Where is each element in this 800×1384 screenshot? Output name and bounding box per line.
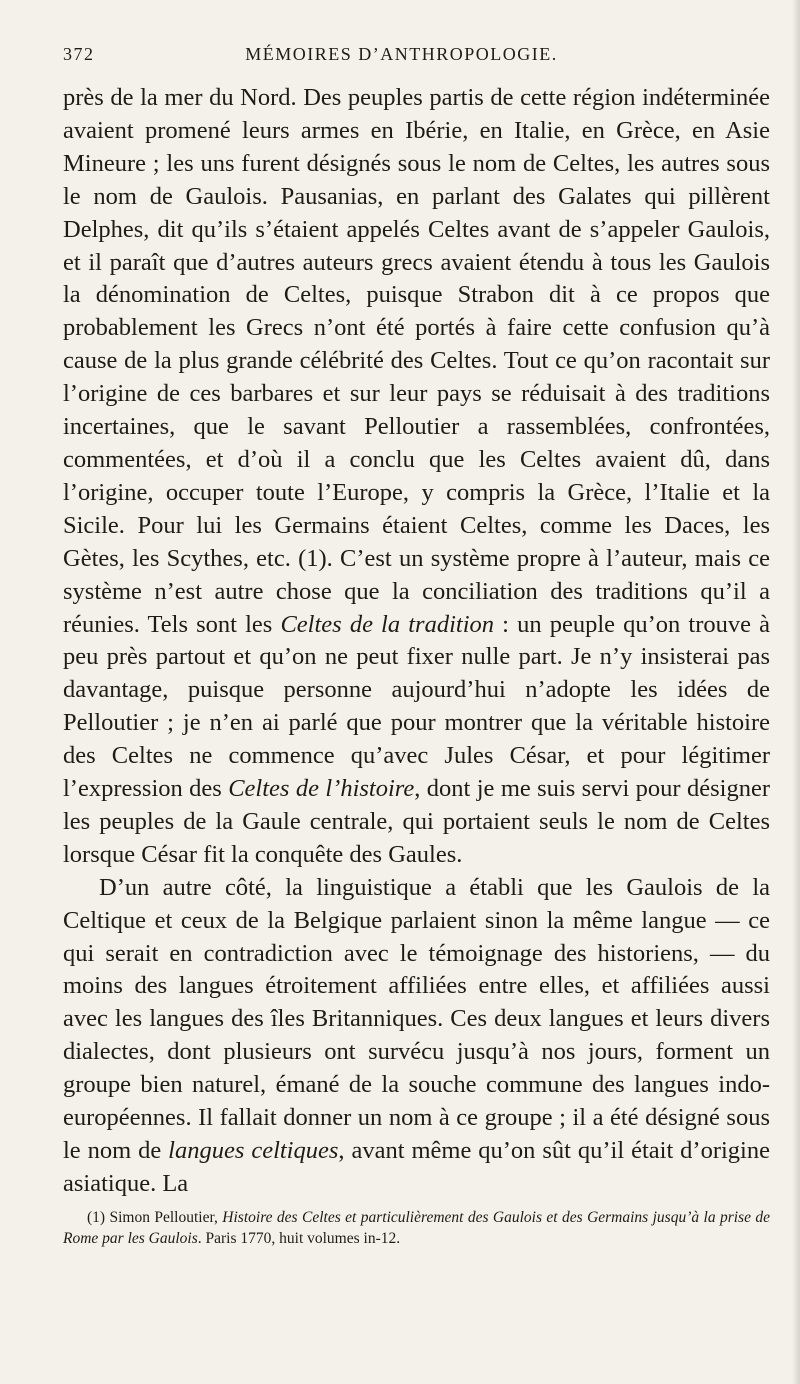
paragraph-2 [63, 872, 770, 1201]
page-number: 372 [63, 44, 95, 64]
italic-celtes-histoire: Celtes de l’histoire [228, 775, 415, 803]
paragraph-1-text-1: près de la mer du Nord. Des peuples partis de cette région indéterminée avaient promené leurs armes en Ibérie, en Italie, en Grèce, en Asie Mineure ; les uns furent désignés sous le nom de Celtes, les autres sous le nom de Gaulois. Pausanias, en parlant des Galates qui pillèrent Delphes, dit qu’ils s’étaient appelés Celtes avant de s’appeler Gaulois, et il paraît que d’autres auteurs grecs avaient étendu à tous les Gaulois la dénomination de Celtes, puisque Strabon dit à ce propos que probablement les Grecs n’ont été portés à faire cette confusion qu’à cause de la plus grande célébrité des Celtes. Tout ce qu’on racontait sur l’origine de ces barbares et sur leur pays se réduisait à des traditions incertaines, que le savant Pelloutier a rassemblées, confrontées, commentées, et d’où il a conclu que les Celtes avaient dû, dans l’origine, occuper toute l’Europe, y compris la Grèce, l’Italie et la Sicile. Pour lui les Germains étaient Celtes, comme les Daces, les Gètes, les Scythes, etc. (1). C’est un système propre à l’auteur, mais ce système n’est autre chose que la conciliation des traditions qu’il a réunies. Tels sont les [63, 84, 770, 638]
page-edge-shadow [792, 0, 800, 1384]
page-header [63, 44, 770, 70]
footnote-text-1: (1) Simon Pelloutier, [87, 1208, 223, 1226]
paragraph-2-text-1: D’un autre côté, la linguistique a établi que les Gaulois de la Celtique et ceux de la Belgique parlaient sinon la même langue — ce qui serait en contradiction avec le témoignage des historiens, — du moins des langues étroitement affiliées entre elles, et affiliées aussi avec les langues des îles Britanniques. Ces deux langues et leurs divers dialectes, dont plusieurs ont survécu jusqu’à nos jours, forment un groupe bien naturel, émané de la souche commune des langues indo-européennes. Il fallait donner un nom à ce groupe ; il a été désigné sous le nom de [63, 873, 770, 1164]
paragraph-1 [63, 82, 770, 872]
footnote-text-2: . Paris 1770, huit volumes in-12. [197, 1229, 401, 1247]
running-head: MÉMOIRES D’ANTHROPOLOGIE. [245, 44, 558, 64]
body-text [63, 82, 770, 1201]
footnote-book-title: Histoire des Celtes et particulièrement des Gaulois et des Germains jusqu’à la prise de Rome par les Gaulois [63, 1208, 771, 1247]
italic-celtes-tradition: Celtes de la tradition [280, 610, 495, 638]
footnote [63, 1207, 770, 1249]
paragraph-1-text-3: , dont je me suis servi pour désigner les peuples de la Gaule centrale, qui portaient seuls le nom de Celtes lorsque César fit la conquête des Gaules. [63, 775, 770, 868]
paragraph-2-text-2: , avant même qu’on sût qu’il était d’origine asiatique. La [63, 1137, 770, 1197]
paragraph-1-text-2: : un peuple qu’on trouve à peu près partout et qu’on ne peut fixer nulle part. Je n’y insisterai pas davantage, puisque personne aujourd’hui n’adopte les idées de Pelloutier ; je n’en ai parlé que pour montrer que la véritable histoire des Celtes ne commence qu’avec Jules César, et pour légitimer l’expression des [63, 610, 770, 803]
italic-langues-celtiques: langues celtiques [168, 1137, 339, 1164]
